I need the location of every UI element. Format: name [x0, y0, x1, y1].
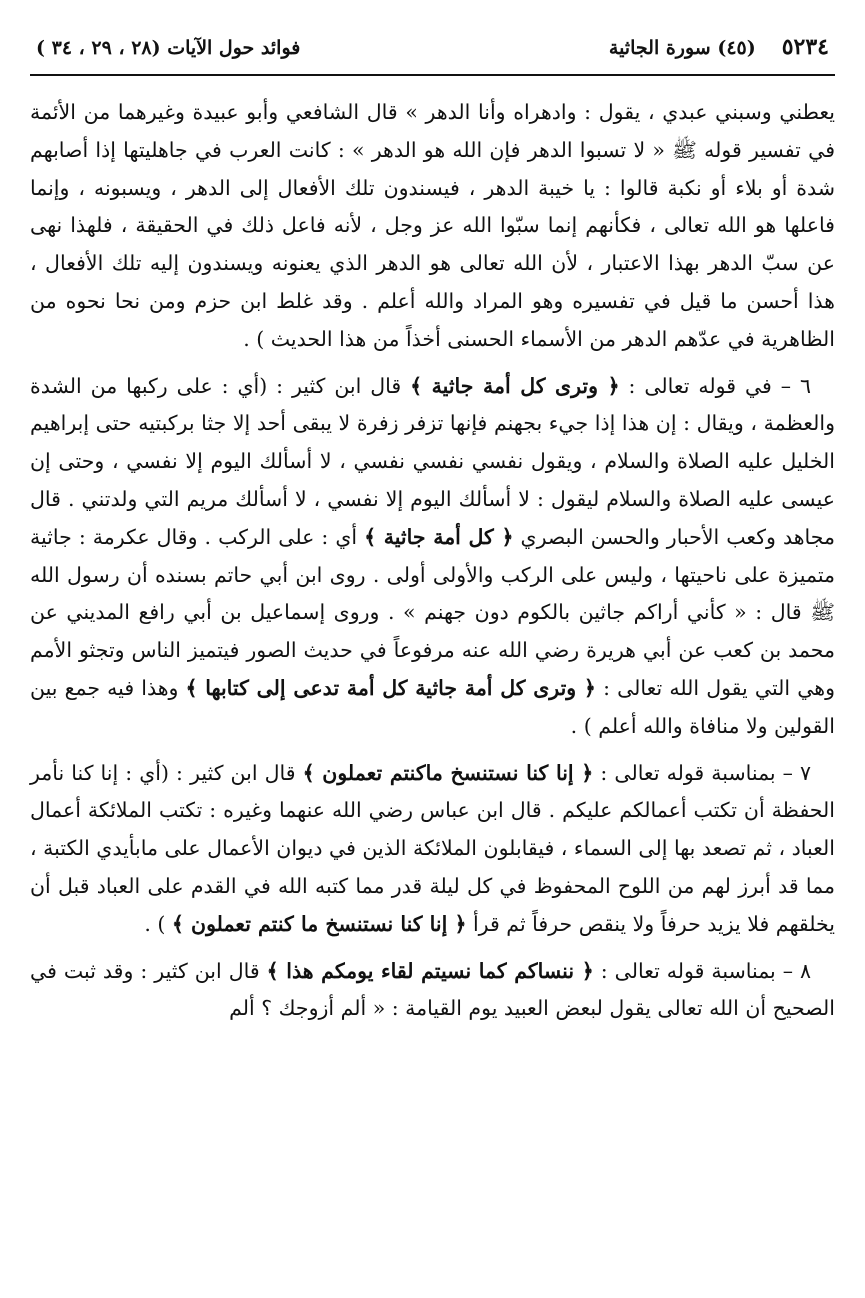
paragraph-6	[30, 368, 835, 746]
paragraph-text: ٨ – بمناسبة قوله تعالى :	[593, 958, 812, 983]
quran-verse: ﴿ وترى كل أمة جاثية ﴾	[410, 373, 620, 398]
page-body	[30, 94, 835, 1028]
paragraph-8	[30, 953, 835, 1029]
page-header	[30, 34, 835, 76]
page-number: ٥٢٣٤	[781, 34, 829, 60]
running-title: فوائد حول الآيات (٢٨ ، ٢٩ ، ٣٤ )	[36, 37, 301, 59]
paragraph-text: أي : على الركب . وقال عكرمة : جاثية متميزة على ناحيتها ، وليس على الركب والأولى أولى . روى ابن أبي حاتم بسنده أن رسول الله ﷺ قال : « كأني أراكم جاثين بالكوم دون جهنم » . وروى إسماعيل بن أبي رافع المديني عن محمد بن كعب عن أبي هريرة رضي الله عنه مرفوعاً في حديث الصور فيتميز الناس وتجثو الأمم وهي التي يقول الله تعالى :	[30, 524, 835, 700]
paragraph-text: ٧ – بمناسبة قوله تعالى :	[593, 760, 812, 785]
paragraph-text: وهذا فيه جمع بين القولين ولا منافاة والله أعلم ) .	[30, 675, 835, 738]
quran-verse: ﴿ كل أمة جاثية ﴾	[364, 524, 514, 549]
paragraph-text: ) .	[144, 911, 172, 936]
surah-label: (٤٥) سورة الجاثية	[608, 37, 756, 59]
paragraph-text: قال ابن كثير : وقد ثبت في الصحيح أن الله تعالى يقول لبعض العبيد يوم القيامة : « ألم أزوجك ؟ ألم	[30, 958, 835, 1021]
quran-verse: ﴿ إنا كنا نستنسخ ماكنتم تعملون ﴾	[302, 760, 594, 785]
paragraph-continuation	[30, 94, 835, 359]
paragraph-text: ٦ – في قوله تعالى :	[619, 373, 811, 398]
paragraph-text: قال ابن كثير : (أي : إنا كنا نأمر الحفظة أن تكتب أعمالكم عليكم . قال ابن عباس رضي الله عنهما وغيره : تكتب الملائكة أعمال العباد ، ثم تصعد بها إلى السماء ، فيقابلون الملائكة الذين في ديوان الأعمال على مابأيدي الكتبة ، مما قد أبرز لهم من اللوح المحفوظ في كل ليلة قدر مما كتبه الله في القدم على العباد قبل أن يخلقهم فلا يزيد حرفاً ولا ينقص حرفاً ثم قرأ	[30, 760, 835, 936]
quran-verse: ﴿ إنا كنا نستنسخ ما كنتم تعملون ﴾	[171, 911, 467, 936]
quran-verse: ﴿ ننساكم كما نسيتم لقاء يومكم هذا ﴾	[266, 958, 594, 983]
header-right-group	[609, 34, 829, 60]
paragraph-text: يعطني وسبني عبدي ، يقول : وادهراه وأنا الدهر » قال الشافعي وأبو عبيدة وغيرهما من الأئمة في تفسير قوله ﷺ « لا تسبوا الدهر فإن الله هو الدهر » : كانت العرب في جاهليتها إذا أصابهم شدة أو بلاء أو نكبة قالوا : يا خيبة الدهر ، فيسندون تلك الأفعال إلى الدهر ، ويسبونه ، وإنما فاعلها هو الله تعالى ، فكأنهم إنما سبّوا الله عز وجل ، لأنه فاعل ذلك في الحقيقة ، فلهذا نهى عن سبّ الدهر بهذا الاعتبار ، لأن الله تعالى هو الدهر الذي يعنونه ويسندون إليه تلك الأفعال ، هذا أحسن ما قيل في تفسيره وهو المراد والله أعلم . وقد غلط ابن حزم ومن نحا نحوه من الظاهرية في عدّهم الدهر من الأسماء الحسنى أخذاً من هذا الحديث ) .	[30, 100, 835, 351]
paragraph-7	[30, 755, 835, 944]
paragraph-text: قال ابن كثير : (أي : على ركبها من الشدة والعظمة ، ويقال : إن هذا إذا جيء بجهنم فإنها تزفر زفرة لا يبقى أحد إلا جثا بركبتيه حتى إبراهيم الخليل عليه الصلاة والسلام ، ويقول نفسي نفسي نفسي ، لا أسألك اليوم إلا نفسي ، وحتى إن عيسى عليه الصلاة والسلام ليقول : لا أسألك اليوم إلا نفسي ، لا أسألك مريم التي ولدتني . قال مجاهد وكعب الأحبار والحسن البصري	[30, 373, 835, 549]
quran-verse: ﴿ وترى كل أمة جاثية كل أمة تدعى إلى كتابها ﴾	[185, 675, 596, 700]
